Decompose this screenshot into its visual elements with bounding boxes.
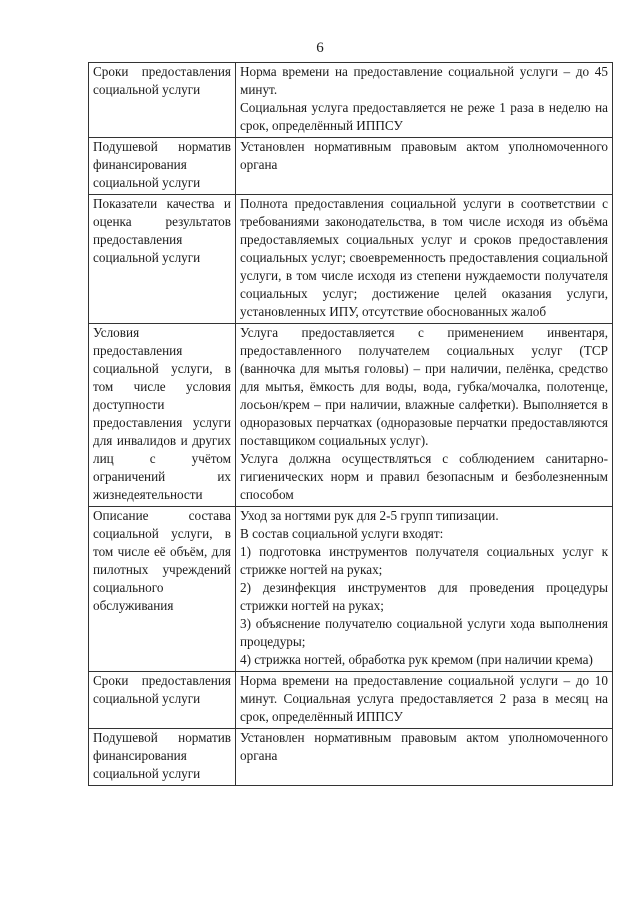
value-paragraph: В состав социальной услуги входят: xyxy=(240,526,444,541)
table-row xyxy=(89,138,613,195)
row-value xyxy=(236,324,613,507)
table-row xyxy=(89,195,613,324)
value-paragraph: Услуга предоставляется с применением инвентаря, предоставленного получателем социальных услуг (ТСР (ванночка для мытья головы) – при наличии, пелёнка, средство для мытья, ёмкость для воды, вода, губка/мочалка, полотенце, лосьон/крем – при наличии, влажные салфетки). Выполняется в одноразовых перчатках (одноразовые перчатки предоставляются поставщиком социальных услуг). xyxy=(240,325,608,448)
value-paragraph: 4) стрижка ногтей, обработка рук кремом (при наличии крема) xyxy=(240,652,593,667)
row-value xyxy=(236,195,613,324)
page-number: 6 xyxy=(316,40,324,56)
value-paragraph: Установлен нормативным правовым актом уполномоченного органа xyxy=(240,139,608,172)
value-paragraph: Социальная услуга предоставляется не реже 1 раза в неделю на срок, определённый ИППСУ xyxy=(240,100,608,133)
value-paragraph: Установлен нормативным правовым актом уполномоченного органа xyxy=(240,730,608,763)
row-value xyxy=(236,138,613,195)
row-label: Условия предоставления социальной услуги, в том числе условия доступности предоставления услуги для инвалидов и других лиц с учётом ограничений их жизнедеятельности xyxy=(89,324,236,507)
row-value xyxy=(236,672,613,729)
value-paragraph: Полнота предоставления социальной услуги в соответствии с требованиями законодательства, в том числе исходя из объёма предоставляемых социальных услуг и сроков предоставления социальных услуг; своевременность предоставления социальной услуги, в том числе исходя из степени нуждаемости получателя социальных услуг; достижение целей оказания услуги, установленных ИПУ, отсутствие обоснованных жалоб xyxy=(240,196,608,319)
value-paragraph: Норма времени на предоставление социальной услуги – до 10 минут. Социальная услуга предоставляется 2 раза в месяц на срок, определённый ИППСУ xyxy=(240,673,608,724)
value-paragraph: 2) дезинфекция инструментов для проведения процедуры стрижки ногтей на руках; xyxy=(240,580,608,613)
value-paragraph: Услуга должна осуществляться с соблюдением санитарно-гигиенических норм и правил безопасным и безболезненным способом xyxy=(240,451,608,502)
value-paragraph: 3) объяснение получателю социальной услуги хода выполнения процедуры; xyxy=(240,616,608,649)
table-row xyxy=(89,324,613,507)
row-label: Подушевой норматив финансирования социальной услуги xyxy=(89,138,236,195)
row-label: Сроки предоставления социальной услуги xyxy=(89,63,236,138)
table-body xyxy=(89,63,613,786)
row-value xyxy=(236,729,613,786)
service-description-table xyxy=(88,62,613,786)
table-row xyxy=(89,507,613,672)
row-label: Показатели качества и оценка результатов предоставления социальной услуги xyxy=(89,195,236,324)
table-row xyxy=(89,729,613,786)
value-paragraph: 1) подготовка инструментов получателя социальных услуг к стрижке ногтей на руках; xyxy=(240,544,608,577)
row-label: Описание состава социальной услуги, в том числе её объём, для пилотных учреждений социального обслуживания xyxy=(89,507,236,672)
value-paragraph: Норма времени на предоставление социальной услуги – до 45 минут. xyxy=(240,64,608,97)
row-value xyxy=(236,507,613,672)
row-label: Подушевой норматив финансирования социальной услуги xyxy=(89,729,236,786)
row-value xyxy=(236,63,613,138)
table-row xyxy=(89,63,613,138)
value-paragraph: Уход за ногтями рук для 2-5 групп типизации. xyxy=(240,508,499,523)
table-row xyxy=(89,672,613,729)
row-label: Сроки предоставления социальной услуги xyxy=(89,672,236,729)
